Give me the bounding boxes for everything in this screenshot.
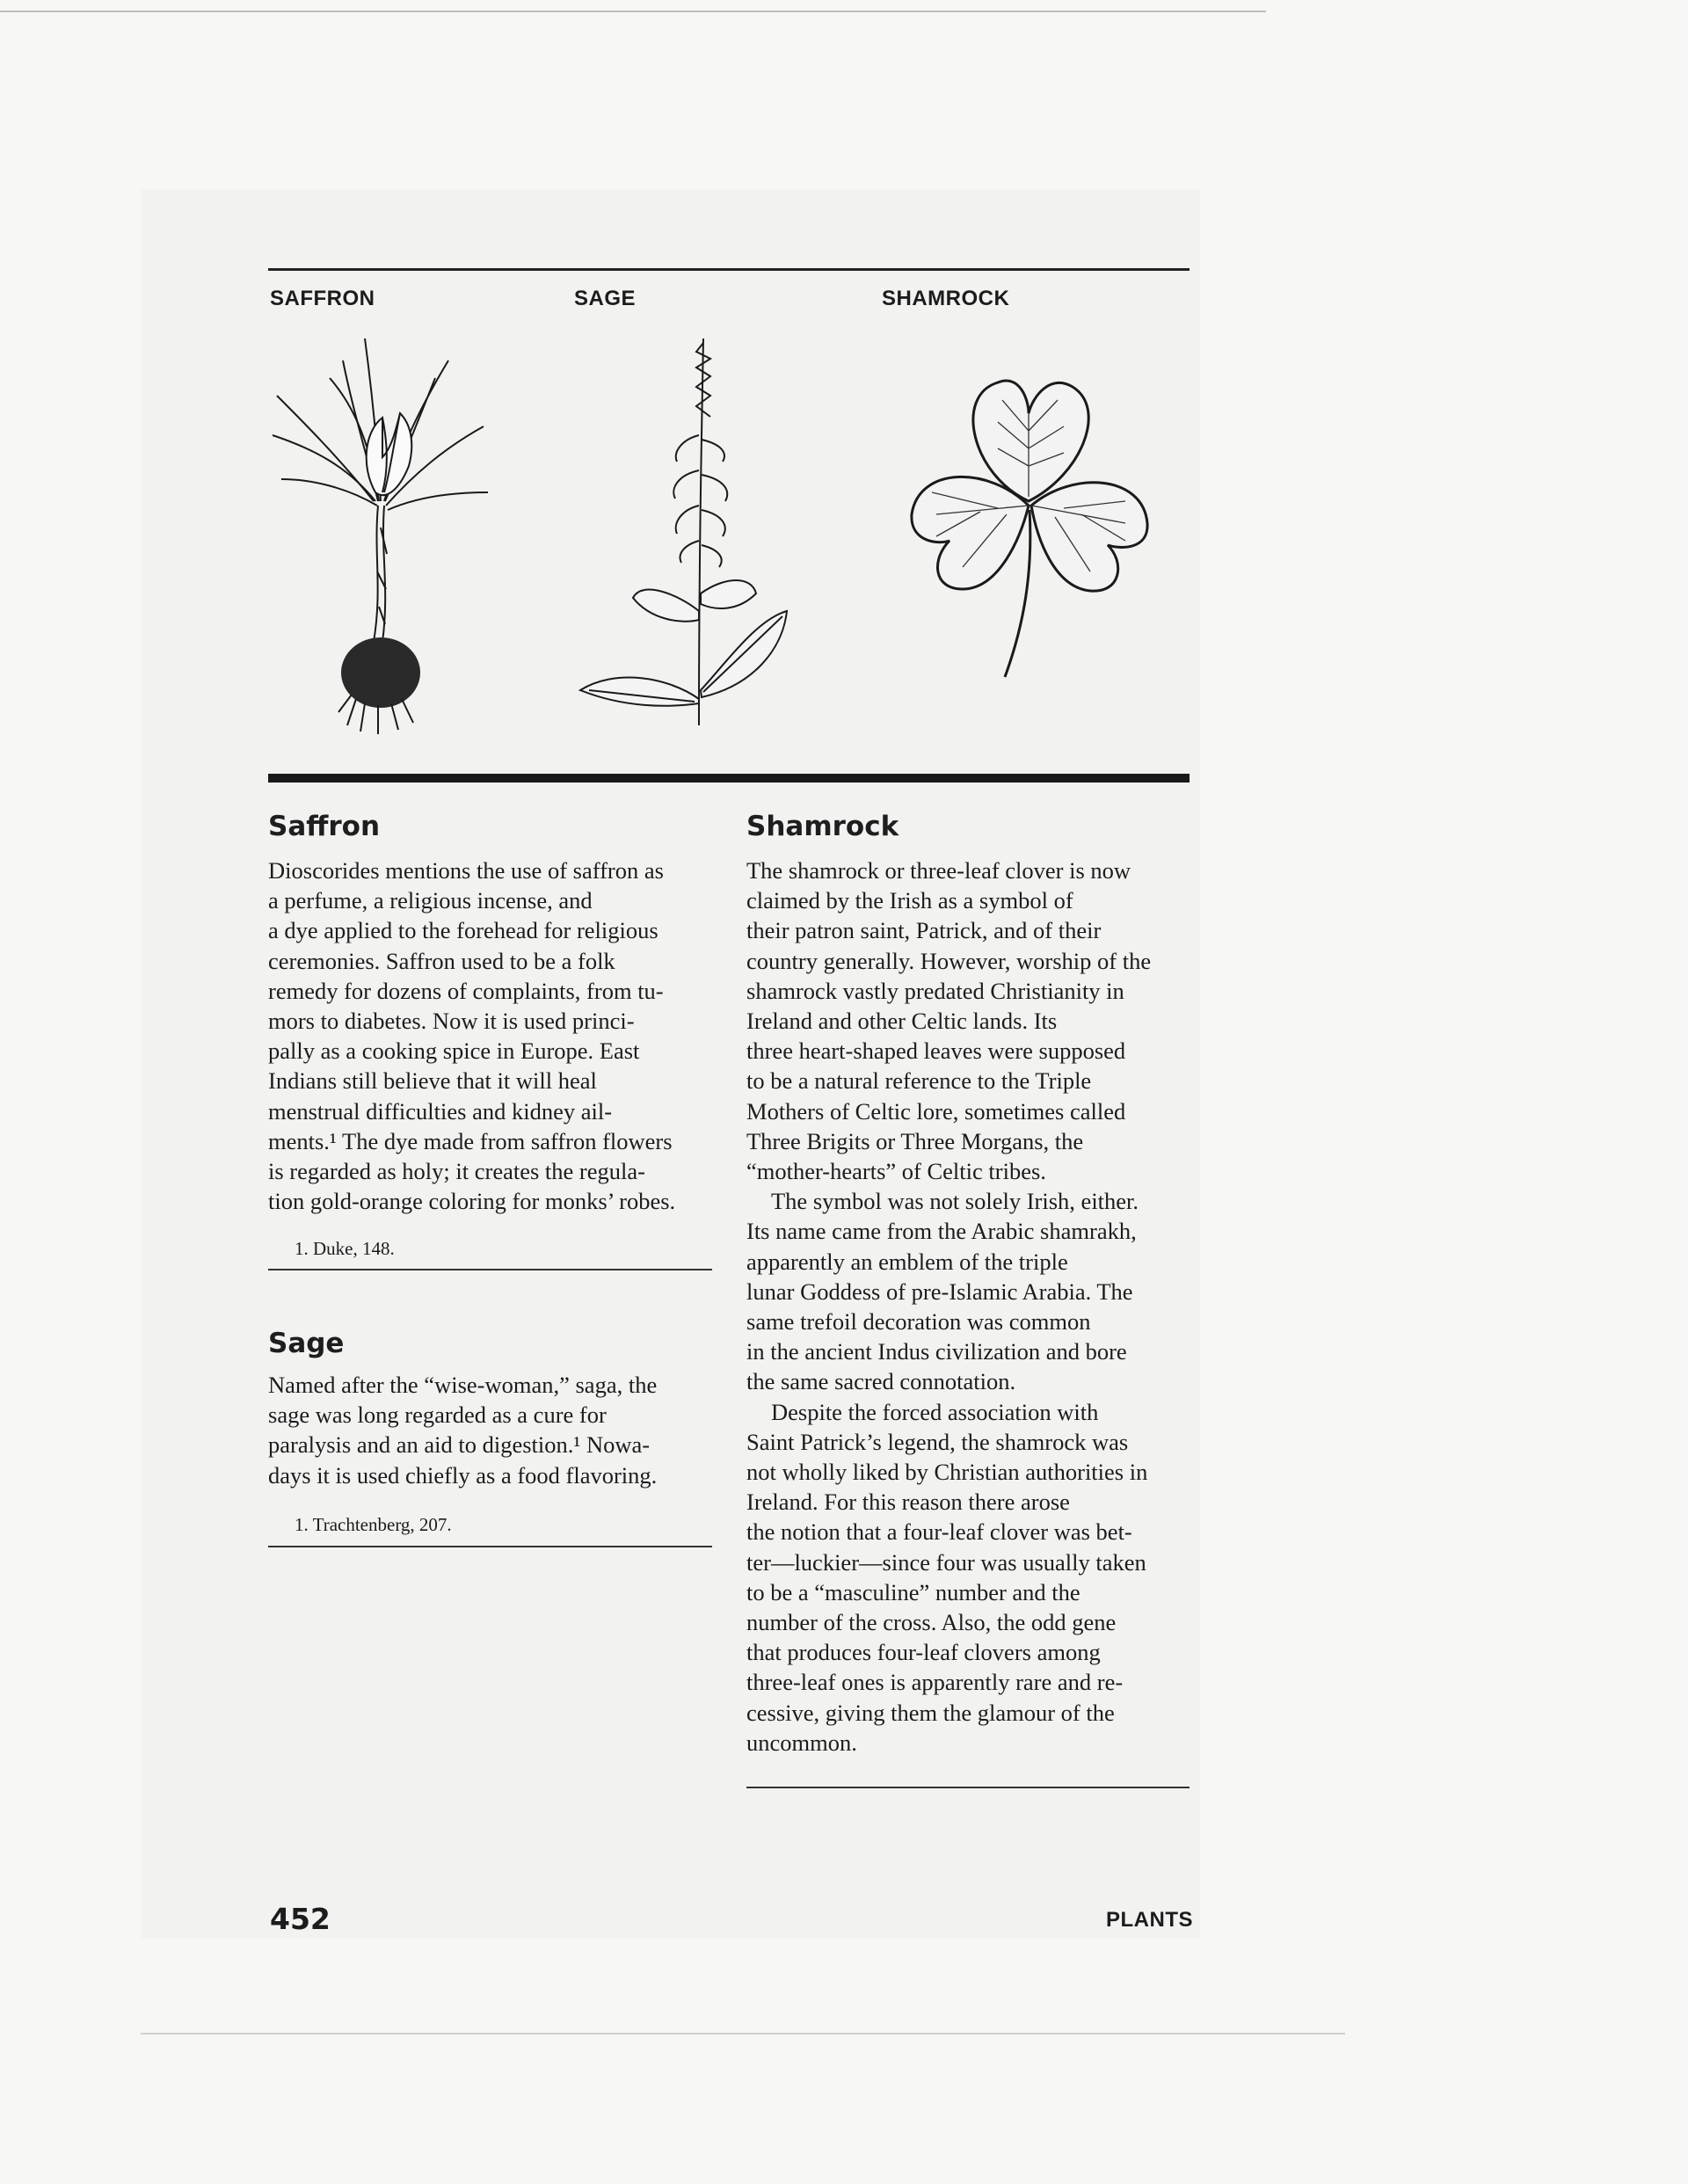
scan-edge-bottom [141, 2033, 1345, 2035]
illustration-divider [268, 774, 1190, 783]
header-rule [268, 268, 1190, 271]
label-sage: SAGE [574, 287, 637, 310]
footnote-rule [268, 1269, 712, 1270]
saffron-body [268, 855, 712, 1216]
text-line: The shamrock or three-leaf clover is now [746, 857, 1131, 884]
heading-shamrock: Shamrock [746, 811, 899, 842]
text-line: ter—luckier—since four was usually taken [746, 1548, 1146, 1576]
text-line: sage was long regarded as a cure for [268, 1401, 607, 1429]
sage-body [268, 1370, 712, 1490]
column-end-rule [746, 1787, 1190, 1788]
text-line: the notion that a four-leaf clover was bet- [746, 1518, 1132, 1546]
footnote-rule [268, 1546, 712, 1547]
text-line: to be a natural reference to the Triple [746, 1067, 1092, 1095]
scan-edge-top [0, 11, 1266, 12]
text-line: pally as a cooking spice in Europe. East [268, 1037, 640, 1065]
text-line: cessive, giving them the glamour of the [746, 1699, 1115, 1726]
text-line: Named after the “wise-woman,” saga, the [268, 1372, 658, 1398]
text-line: Ireland. For this reason there arose [746, 1489, 1070, 1516]
text-line: The symbol was not solely Irish, either. [771, 1188, 1139, 1215]
label-saffron: SAFFRON [270, 287, 375, 310]
text-line: their patron saint, Patrick, and of their [746, 917, 1102, 944]
shamrock-clover-icon [901, 360, 1156, 695]
sage-plant-icon [571, 330, 800, 730]
text-line: lunar Goddess of pre-Islamic Arabia. The [746, 1278, 1133, 1305]
text-line: claimed by the Irish as a symbol of [746, 887, 1073, 914]
text-line: three heart-shaped leaves were supposed [746, 1037, 1126, 1065]
text-line: country generally. However, worship of the [746, 947, 1152, 974]
footnote-sage: 1. Trachtenberg, 207. [295, 1514, 452, 1535]
text-line: uncommon. [746, 1729, 857, 1756]
footnote-saffron: 1. Duke, 148. [295, 1238, 395, 1259]
text-line: tion gold-orange coloring for monks’ robes. [268, 1188, 676, 1215]
text-line: Despite the forced association with [771, 1398, 1099, 1425]
text-line: ments.¹ The dye made from saffron flowers [268, 1127, 673, 1154]
text-line: three-leaf ones is apparently rare and re- [746, 1669, 1124, 1696]
heading-saffron: Saffron [268, 811, 381, 842]
text-line: not wholly liked by Christian authorities in [746, 1459, 1148, 1486]
text-line: paralysis and an aid to digestion.¹ Nowa- [268, 1431, 651, 1459]
text-line: days it is used chiefly as a food flavoring. [268, 1461, 658, 1489]
text-line: remedy for dozens of complaints, from tu- [268, 977, 664, 1004]
saffron-crocus-icon [268, 325, 497, 739]
text-line: mors to diabetes. Now it is used princi- [268, 1008, 635, 1035]
text-line: Dioscorides mentions the use of saffron as [268, 857, 664, 884]
text-line: Mothers of Celtic lore, sometimes called [746, 1097, 1126, 1125]
text-line: Saint Patrick’s legend, the shamrock was [746, 1428, 1129, 1455]
text-line: a perfume, a religious incense, and [268, 887, 593, 914]
text-line: Three Brigits or Three Morgans, the [746, 1127, 1084, 1154]
shamrock-body [746, 855, 1190, 1758]
text-line: same trefoil decoration was common [746, 1308, 1091, 1336]
text-line: in the ancient Indus civilization and bore [746, 1338, 1127, 1365]
text-line: to be a “masculine” number and the [746, 1578, 1080, 1605]
text-line: Indians still believe that it will heal [268, 1067, 597, 1095]
text-line: Its name came from the Arabic shamrakh, [746, 1218, 1137, 1245]
page-number: 452 [270, 1902, 331, 1936]
text-line: shamrock vastly predated Christianity in [746, 977, 1124, 1004]
section-title: PLANTS [1106, 1908, 1193, 1932]
text-line: number of the cross. Also, the odd gene [746, 1609, 1117, 1636]
heading-sage: Sage [268, 1328, 345, 1359]
text-line: ceremonies. Saffron used to be a folk [268, 947, 615, 974]
text-line: menstrual difficulties and kidney ail- [268, 1097, 613, 1125]
label-shamrock: SHAMROCK [882, 287, 1010, 310]
text-line: apparently an emblem of the triple [746, 1248, 1068, 1275]
text-line: Ireland and other Celtic lands. Its [746, 1008, 1058, 1035]
text-line: is regarded as holy; it creates the regula- [268, 1158, 645, 1185]
text-line: the same sacred connotation. [746, 1368, 1016, 1395]
text-line: that produces four-leaf clovers among [746, 1639, 1101, 1666]
text-line: a dye applied to the forehead for religious [268, 917, 658, 944]
text-line: “mother-hearts” of Celtic tribes. [746, 1158, 1046, 1185]
